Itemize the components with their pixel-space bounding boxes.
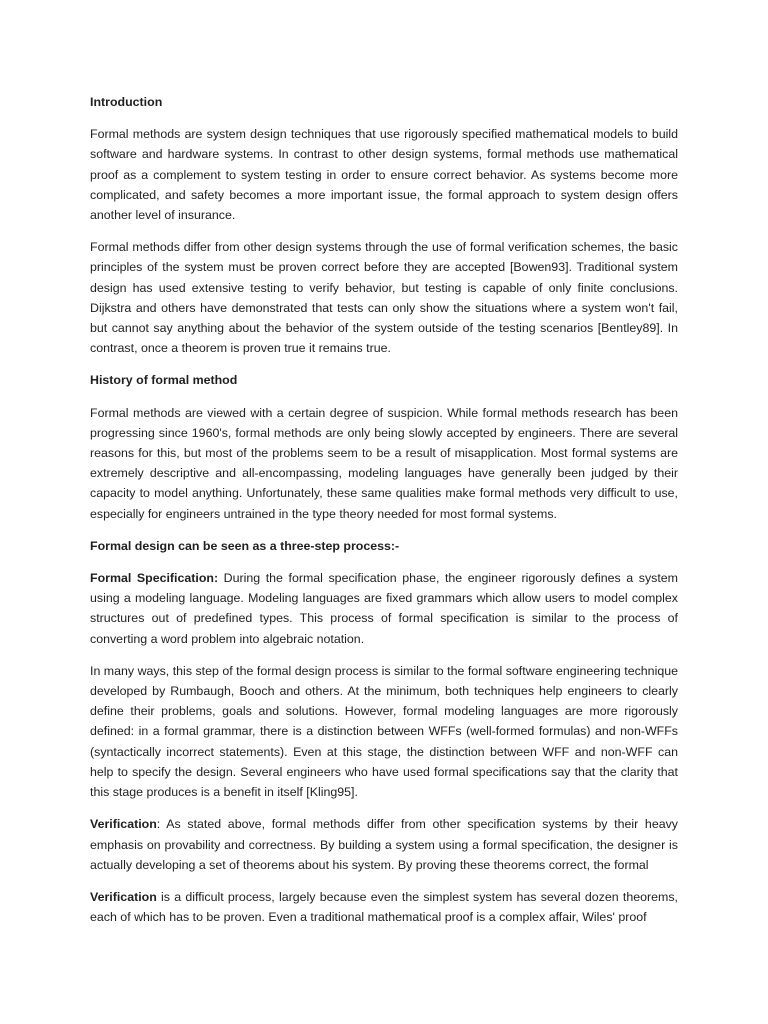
intro-paragraph-2: Formal methods differ from other design systems through the use of formal verification schemes, the basic principles of the system must be proven correct before they are accepted [Bowen93]. Traditional system design has used extensive testing to verify behavior, but testing is capable of only finite conclusions. Dijkstra and others have demonstrated that tests can only show the situations where a system won't fail, but cannot say anything about the behavior of the system outside of the testing scenarios [Bentley89]. In contrast, once a theorem is proven true it remains true. (90, 240, 678, 356)
document-page (90, 92, 678, 939)
verification-term: Verification (90, 817, 157, 832)
section-heading-history: History of formal method (90, 373, 238, 388)
verification-difficulty-paragraph (90, 887, 678, 927)
specification-followup-paragraph: In many ways, this step of the formal design process is similar to the formal software engineering technique developed by Rumbaugh, Booch and others. At the minimum, both techniques help engineers to clearly define their problems, goals and solutions. However, formal modeling languages are more rigorously defined: in a formal grammar, there is a distinction between WFFs (well-formed formulas) and non-WFFs (syntactically incorrect statements). Even at this stage, the distinction between WFF and non-WFF can help to specify the design. Several engineers who have used formal specifications say that the clarity that this stage produces is a benefit in itself [Kling95]. (90, 663, 678, 800)
verification-difficulty-term: Verification (90, 889, 157, 904)
section-heading-introduction: Introduction (90, 95, 163, 109)
intro-paragraph-1: Formal methods are system design techniques that use rigorously specified mathematical models to build software and hardware systems. In contrast to other design systems, formal methods use mathematical proof as a complement to system testing in order to ensure correct behavior. As systems become more complicated, and safety becomes a more important issue, the formal approach to system design offers another level of insurance. (90, 127, 678, 223)
verification-difficulty-text: is a difficult process, largely because even the simplest system has several dozen theorems, each of which has to be proven. Even a traditional mathematical proof is a complex affair, Wiles' proof (90, 889, 678, 925)
section-heading-process: Formal design can be seen as a three-step process:- (90, 538, 400, 553)
formal-specification-text: During the formal specification phase, the engineer rigorously defines a system using a modeling language. Modeling languages are fixed grammars which allow users to model complex structures out of predefined types. This process of formal specification is similar to the process of converting a word problem into algebraic notation. (90, 571, 678, 646)
verification-text: : As stated above, formal methods differ from other specification systems by their heavy emphasis on provability and correctness. By building a system using a formal specification, the designer is actually developing a set of theorems about his system. By proving these theorems correct, the formal (90, 817, 678, 872)
formal-specification-term: Formal Specification: (90, 571, 219, 586)
formal-specification-paragraph (90, 568, 678, 649)
verification-paragraph (90, 814, 678, 875)
history-paragraph: Formal methods are viewed with a certain degree of suspicion. While formal methods research has been progressing since 1960's, formal methods are only being slowly accepted by engineers. There are several reasons for this, but most of the problems seem to be a result of misapplication. Most formal systems are extremely descriptive and all-encompassing, modeling languages have generally been judged by their capacity to model anything. Unfortunately, these same qualities make formal methods very difficult to use, especially for engineers untrained in the type theory needed for most formal systems. (90, 405, 678, 521)
